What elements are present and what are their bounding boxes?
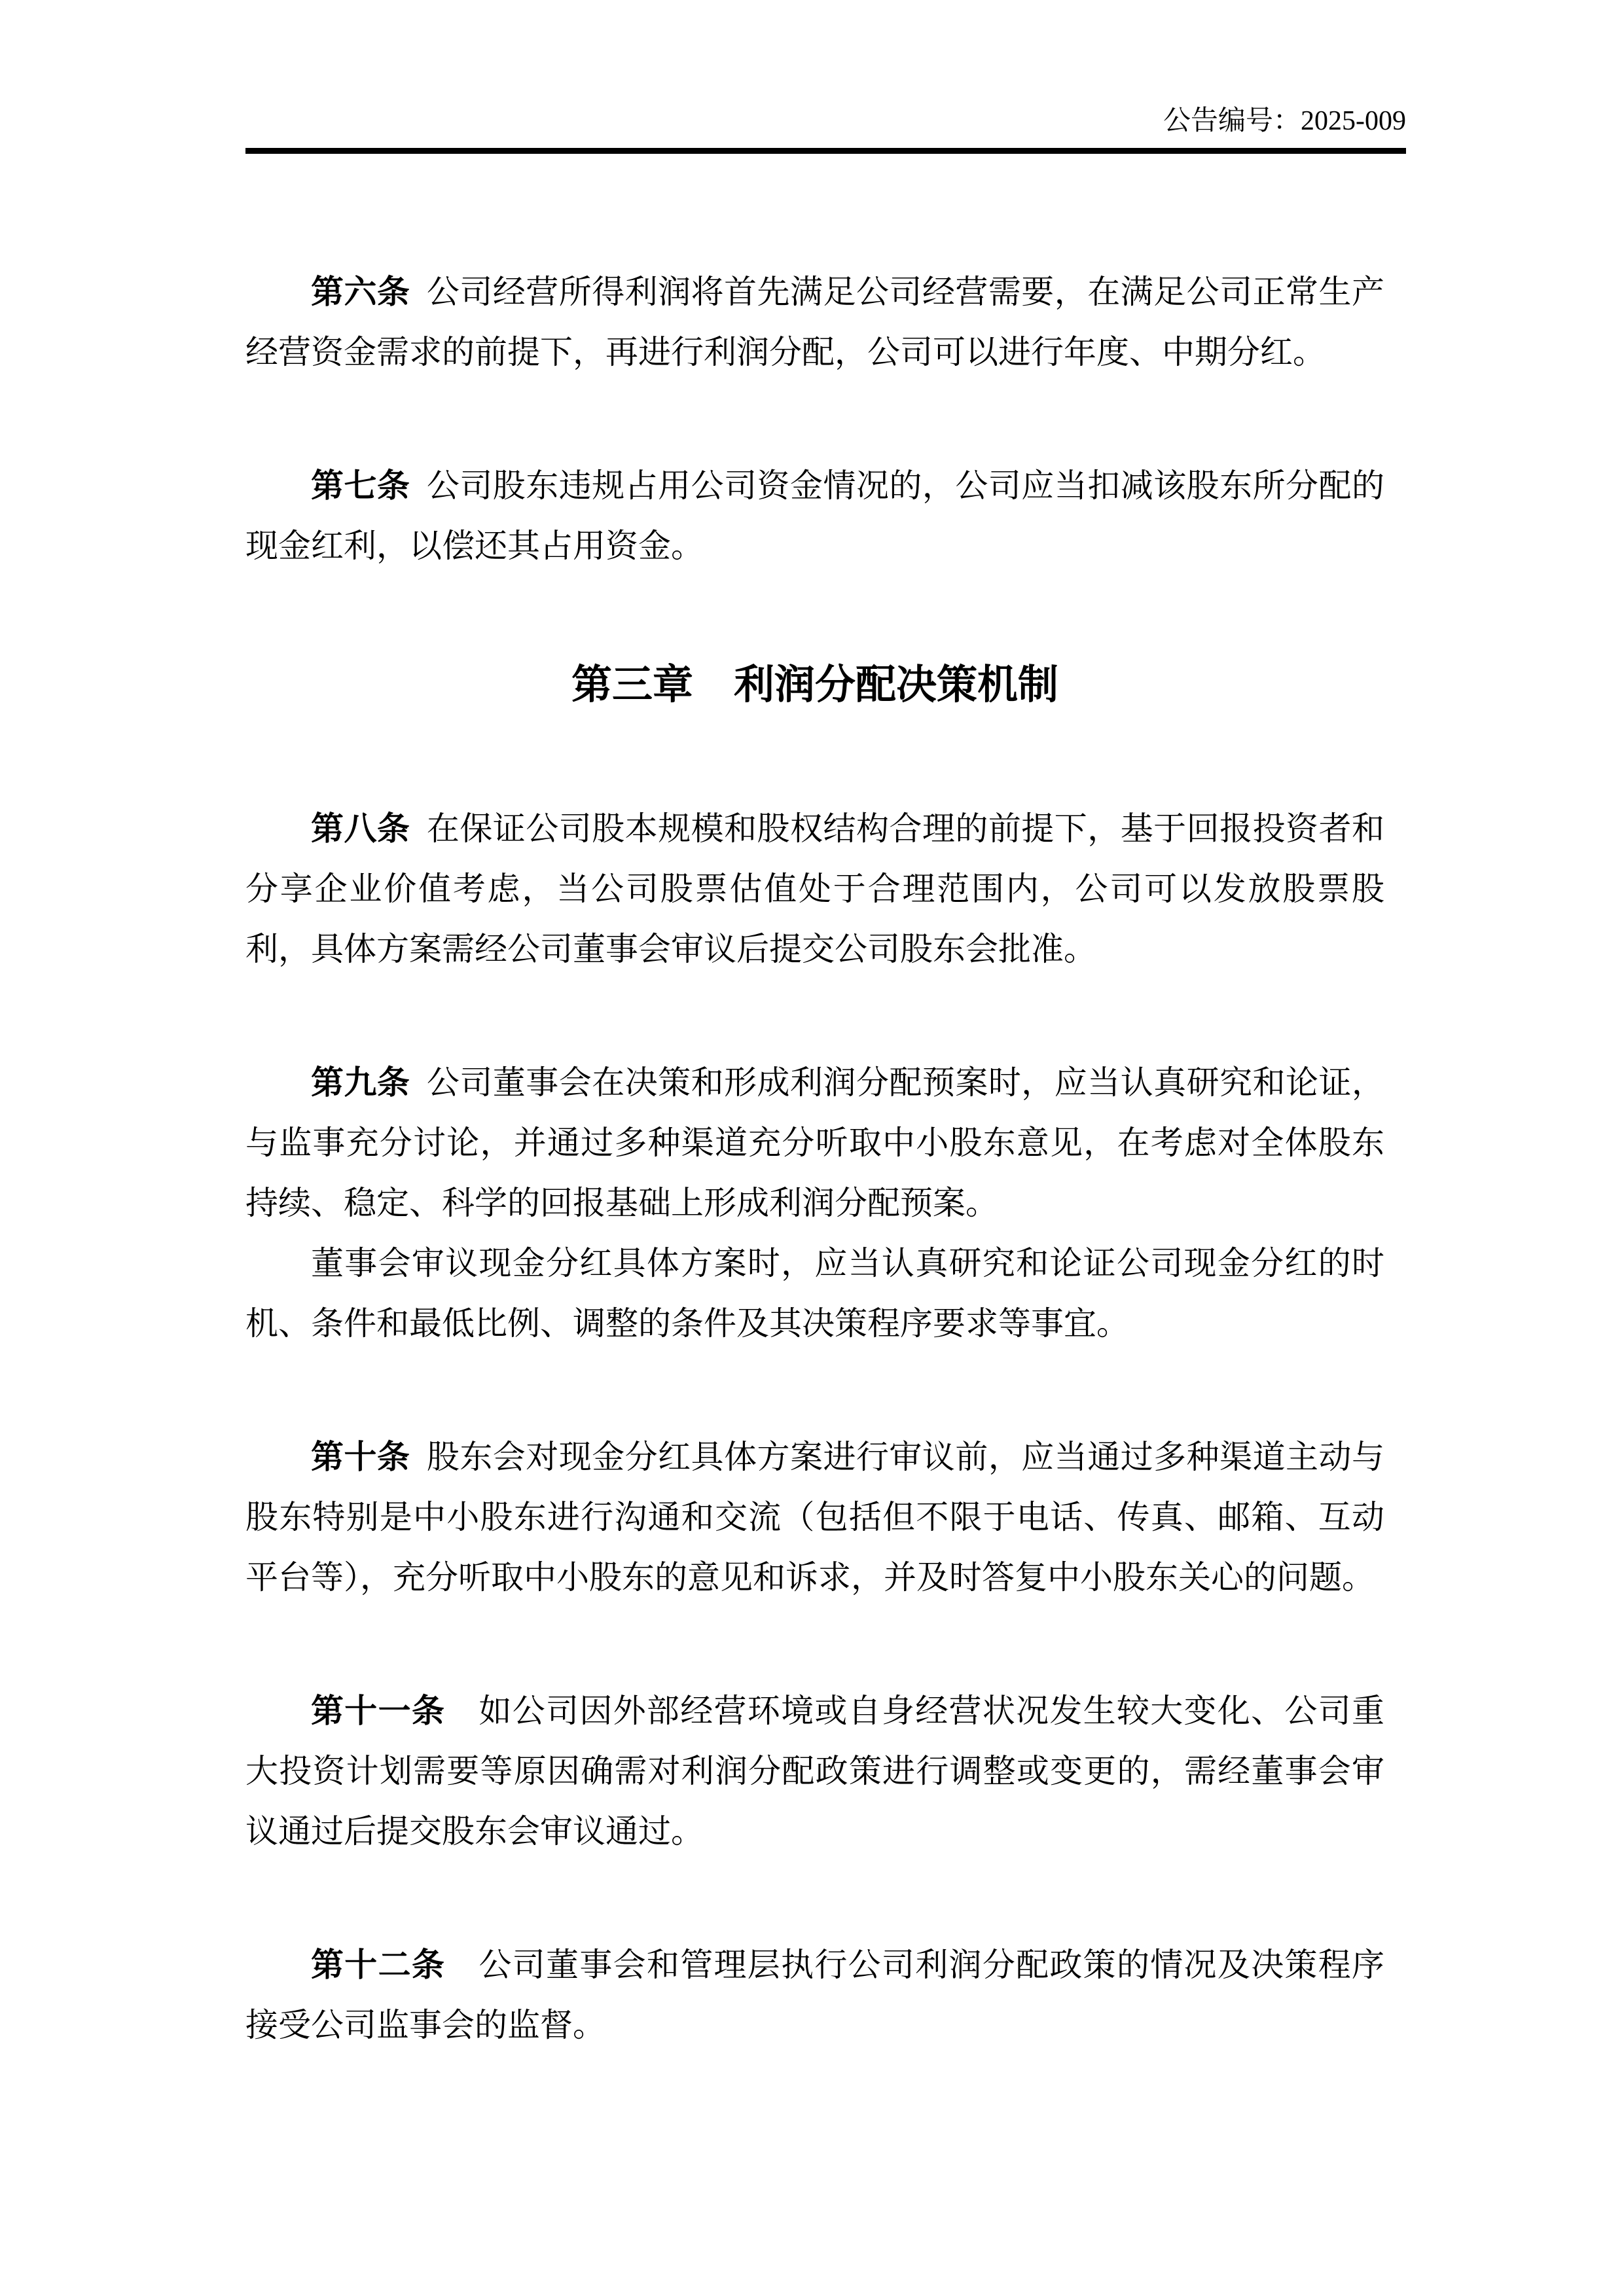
article-number: 第十一条 — [311, 1693, 446, 1729]
document-body — [245, 262, 1384, 2128]
article-paragraph: 第十一条 如公司因外部经营环境或自身经营状况发生较大变化、公司重大投资计划需要等原因确需对利润分配政策进行调整或变更的，需经董事会审议通过后提交股东会审议通过。 — [245, 1693, 1385, 1850]
article-paragraph: 第十二条 公司董事会和管理层执行公司利润分配政策的情况及决策程序接受公司监事会的监督。 — [245, 1946, 1385, 2043]
article-number: 第八条 — [311, 810, 410, 847]
page-header — [245, 103, 1406, 139]
article-number: 第七条 — [311, 467, 410, 504]
notice-number: 公告编号：2025-009 — [1163, 106, 1406, 136]
article-paragraph: 第七条 公司股东违规占用公司资金情况的，公司应当扣减该股东所分配的现金红利，以偿还其占用资金。 — [245, 467, 1384, 564]
chapter-heading: 第三章 利润分配决策机制 — [571, 663, 1058, 708]
article-number: 第十条 — [311, 1439, 410, 1475]
header-rule — [245, 148, 1406, 154]
article-paragraph: 第九条 公司董事会在决策和形成利润分配预案时，应当认真研究和论证，与监事充分讨论，并通过多种渠道充分听取中小股东意见，在考虑对全体股东持续、稳定、科学的回报基础上形成利润分配预案。 — [245, 1064, 1384, 1221]
article-number: 第十二条 — [311, 1946, 446, 1983]
article-paragraph: 第十条 股东会对现金分红具体方案进行审议前，应当通过多种渠道主动与股东特别是中小股东进行沟通和交流（包括但不限于电话、传真、邮箱、互动平台等），充分听取中小股东的意见和诉求，并及时答复中小股东关心的问题。 — [245, 1439, 1384, 1596]
article-paragraph: 董事会审议现金分红具体方案时，应当认真研究和论证公司现金分红的时机、条件和最低比例、调整的条件及其决策程序要求等事宜。 — [245, 1245, 1384, 1342]
article-paragraph: 第六条 公司经营所得利润将首先满足公司经营需要，在满足公司正常生产经营资金需求的前提下，再进行利润分配，公司可以进行年度、中期分红。 — [245, 274, 1384, 370]
article-number: 第九条 — [311, 1064, 410, 1101]
article-paragraph: 第八条 在保证公司股本规模和股权结构合理的前提下，基于回报投资者和分享企业价值考虑，当公司股票估值处于合理范围内，公司可以发放股票股利，具体方案需经公司董事会审议后提交公司股东会批准。 — [245, 810, 1384, 967]
article-number: 第六条 — [311, 274, 410, 310]
